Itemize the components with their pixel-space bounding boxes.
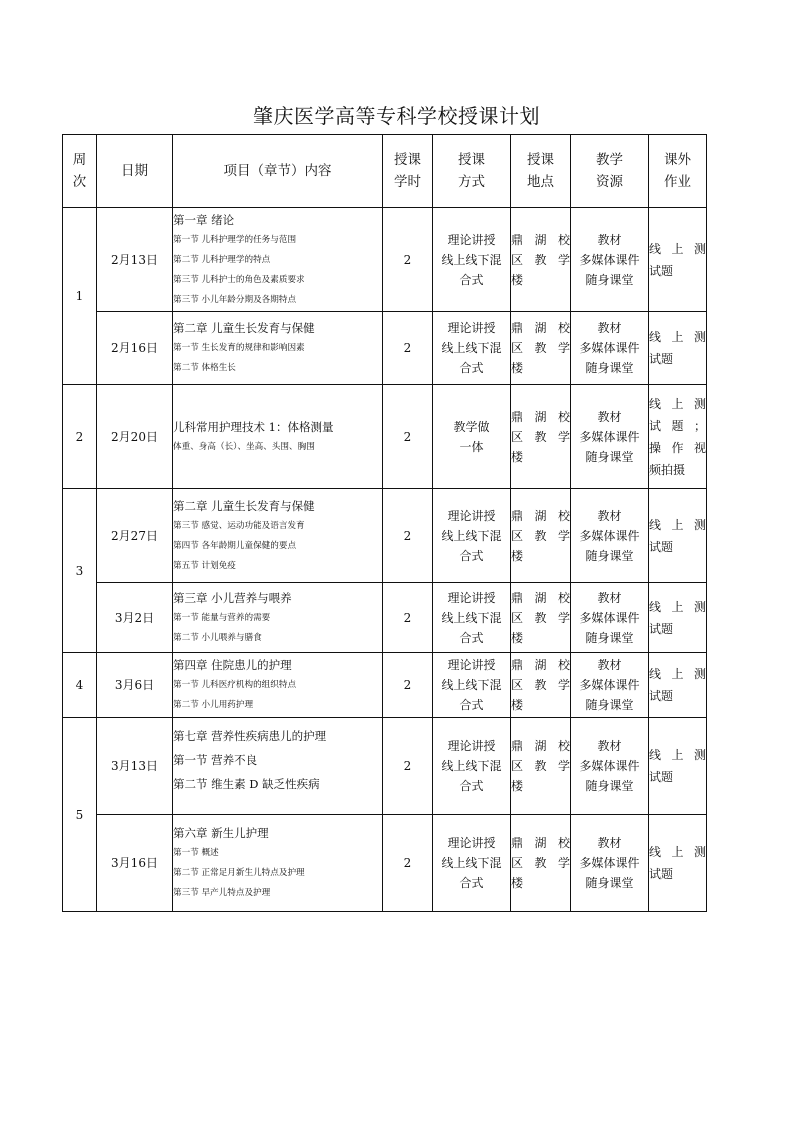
method-cell: 理论讲授 线上线下混 合式 (433, 653, 511, 718)
homework-cell: 线上测 试题 (649, 815, 707, 912)
homework-cell: 线上测 试题 (649, 312, 707, 385)
header-content: 项目（章节）内容 (173, 135, 383, 208)
topic-line: 儿科常用护理技术 1：体格测量 (173, 419, 334, 434)
topic-line: 第三节 早产儿特点及护理 (173, 888, 271, 898)
document-title: 肇庆医学高等专科学校授课计划 (253, 104, 540, 128)
method-cell: 理论讲授 线上线下混 合式 (433, 583, 511, 653)
resources-cell: 教材 多媒体课件 随身课堂 (571, 312, 649, 385)
topic-line: 第四章 住院患儿的护理 (173, 658, 292, 672)
hours-cell: 2 (383, 718, 433, 815)
resources-cell: 教材 多媒体课件 随身课堂 (571, 208, 649, 312)
week-cell: 2 (63, 385, 97, 489)
topic-line: 第二节 正常足月新生儿特点及护理 (173, 868, 305, 878)
date-cell: 2月20日 (97, 385, 173, 489)
teaching-plan-table (62, 134, 707, 912)
topic-cell (173, 718, 383, 815)
header-date: 日期 (97, 135, 173, 208)
topic-cell (173, 653, 383, 718)
hours-cell: 2 (383, 653, 433, 718)
topic-line: 第二节 体格生长 (173, 363, 236, 373)
location-cell: 鼎湖校 区教学 楼 (511, 312, 571, 385)
date-cell: 3月13日 (97, 718, 173, 815)
topic-cell (173, 312, 383, 385)
topic-line: 第三节 小儿年龄分期及各期特点 (173, 294, 297, 305)
week-cell: 5 (63, 718, 97, 912)
homework-cell: 线上测 试题 (649, 653, 707, 718)
topic-line: 第一节 儿科医疗机构的组织特点 (173, 680, 297, 690)
topic-cell (173, 385, 383, 489)
topic-line: 第七章 营养性疾病患儿的护理 (173, 729, 327, 743)
date-cell: 3月2日 (97, 583, 173, 653)
method-cell: 理论讲授 线上线下混 合式 (433, 208, 511, 312)
topic-line: 体重、身高（长）、坐高、头围、胸围 (173, 441, 315, 452)
week-cell: 4 (63, 653, 97, 718)
date-cell: 3月6日 (97, 653, 173, 718)
location-cell: 鼎湖校 区教学 楼 (511, 489, 571, 583)
topic-line: 第一章 绪论 (173, 212, 235, 227)
header-row (63, 135, 707, 208)
method-cell: 教学做 一体 (433, 385, 511, 489)
method-cell: 理论讲授 线上线下混 合式 (433, 815, 511, 912)
topic-line: 第一节 儿科护理学的任务与范围 (173, 234, 297, 245)
resources-cell: 教材 多媒体课件 随身课堂 (571, 653, 649, 718)
header-resources: 教学 资源 (571, 135, 649, 208)
method-cell: 理论讲授 线上线下混 合式 (433, 718, 511, 815)
table-row (63, 385, 707, 489)
resources-cell: 教材 多媒体课件 随身课堂 (571, 489, 649, 583)
week-cell: 3 (63, 489, 97, 653)
topic-line: 第二节 小儿用药护理 (173, 700, 254, 710)
location-cell: 鼎湖校 区教学 楼 (511, 208, 571, 312)
date-cell: 2月16日 (97, 312, 173, 385)
topic-line: 第二节 小儿喂养与膳食 (173, 632, 262, 643)
topic-line: 第一节 生长发育的规律和影响因素 (173, 343, 305, 353)
hours-cell: 2 (383, 489, 433, 583)
hours-cell: 2 (383, 815, 433, 912)
topic-line: 第二节 维生素 D 缺乏性疾病 (173, 777, 320, 791)
method-cell: 理论讲授 线上线下混 合式 (433, 312, 511, 385)
table-row (63, 583, 707, 653)
date-cell: 2月27日 (97, 489, 173, 583)
header-hours: 授课 学时 (383, 135, 433, 208)
homework-cell: 线上测 试题 (649, 583, 707, 653)
date-cell: 2月13日 (97, 208, 173, 312)
header-homework: 课外 作业 (649, 135, 707, 208)
homework-cell: 线上测 试题 (649, 208, 707, 312)
location-cell: 鼎湖校 区教学 楼 (511, 718, 571, 815)
topic-line: 第三节 感觉、运动功能及语言发育 (173, 520, 305, 531)
topic-cell (173, 815, 383, 912)
header-week: 周 次 (63, 135, 97, 208)
location-cell: 鼎湖校 区教学 楼 (511, 815, 571, 912)
topic-line: 第一节 能量与营养的需要 (173, 612, 271, 623)
header-method: 授课 方式 (433, 135, 511, 208)
resources-cell: 教材 多媒体课件 随身课堂 (571, 718, 649, 815)
method-cell: 理论讲授 线上线下混 合式 (433, 489, 511, 583)
topic-line: 第一节 营养不良 (173, 753, 258, 767)
topic-line: 第二章 儿童生长发育与保健 (173, 498, 315, 513)
topic-line: 第三节 儿科护士的角色及素质要求 (173, 274, 305, 285)
table-row (63, 312, 707, 385)
topic-line: 第三章 小儿营养与喂养 (173, 590, 292, 605)
table-row (63, 718, 707, 815)
week-cell: 1 (63, 208, 97, 385)
topic-line: 第五节 计划免疫 (173, 560, 236, 571)
location-cell: 鼎湖校 区教学 楼 (511, 583, 571, 653)
table-row (63, 815, 707, 912)
hours-cell: 2 (383, 312, 433, 385)
date-cell: 3月16日 (97, 815, 173, 912)
topic-line: 第二章 儿童生长发育与保健 (173, 321, 315, 335)
resources-cell: 教材 多媒体课件 随身课堂 (571, 385, 649, 489)
topic-line: 第六章 新生儿护理 (173, 826, 269, 840)
table-row (63, 208, 707, 312)
hours-cell: 2 (383, 208, 433, 312)
topic-cell (173, 489, 383, 583)
topic-line: 第一节 概述 (173, 848, 219, 858)
homework-cell: 线上测 试题； 操作视 频拍摄 (649, 385, 707, 489)
table-row (63, 489, 707, 583)
hours-cell: 2 (383, 385, 433, 489)
topic-cell (173, 208, 383, 312)
location-cell: 鼎湖校 区教学 楼 (511, 653, 571, 718)
table-row (63, 653, 707, 718)
resources-cell: 教材 多媒体课件 随身课堂 (571, 815, 649, 912)
header-location: 授课 地点 (511, 135, 571, 208)
topic-line: 第四节 各年龄期儿童保健的要点 (173, 540, 297, 551)
location-cell: 鼎湖校 区教学 楼 (511, 385, 571, 489)
topic-cell (173, 583, 383, 653)
homework-cell: 线上测 试题 (649, 489, 707, 583)
resources-cell: 教材 多媒体课件 随身课堂 (571, 583, 649, 653)
topic-line: 第二节 儿科护理学的特点 (173, 254, 271, 265)
hours-cell: 2 (383, 583, 433, 653)
homework-cell: 线上测 试题 (649, 718, 707, 815)
